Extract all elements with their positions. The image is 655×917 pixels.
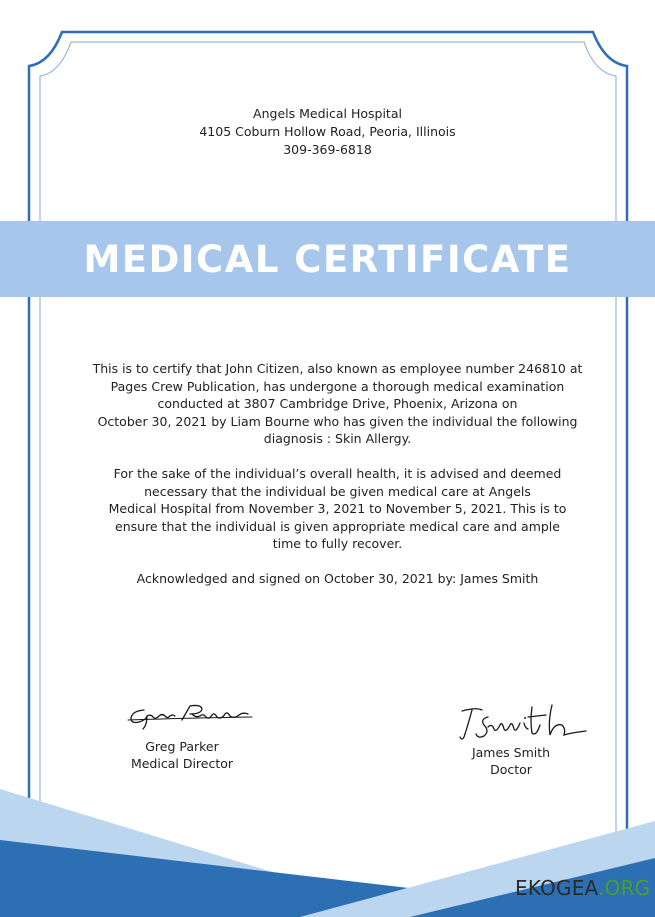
ekogea-watermark [515, 876, 650, 900]
paragraph-line: Medical Hospital from November 3, 2021 to November 5, 2021. This is to [108, 501, 567, 516]
paragraph-line: necessary that the individual be given medical care at Angels [144, 483, 531, 499]
hospital-address: 4105 Coburn Hollow Road, Peoria, Illinois [199, 124, 456, 139]
signatory-name: James Smith [471, 745, 551, 760]
watermark-domain: .ORG [598, 876, 651, 900]
paragraph-line: This is to certify that John Citizen, also known as employee number 246810 at [92, 361, 583, 376]
paragraph-line: For the sake of the individual’s overall health, it is advised and deemed [113, 466, 562, 481]
signatory-name: Greg Parker [145, 739, 219, 754]
hospital-name: Angels Medical Hospital [253, 106, 402, 121]
paragraph-line: time to fully recover. [272, 536, 403, 551]
paragraph-line: October 30, 2021 by Liam Bourne who has given the individual the following [97, 413, 578, 429]
paragraph-line: conducted at 3807 Cambridge Drive, Phoenix, Arizona on [157, 396, 518, 411]
watermark-name: EKOGEA [515, 876, 599, 900]
paragraph-line: Pages Crew Publication, has undergone a thorough medical examination [110, 378, 565, 394]
paragraph-line: ensure that the individual is given appropriate medical care and ample [115, 518, 560, 534]
signatory-role: Doctor [490, 762, 532, 777]
hospital-phone: 309-369-6818 [283, 142, 372, 157]
certificate-title: MEDICAL CERTIFICATE [83, 238, 572, 281]
signatory-role: Medical Director [130, 756, 234, 771]
paragraph-line: diagnosis : Skin Allergy. [263, 431, 412, 446]
acknowledgement-line: Acknowledged and signed on October 30, 2021 by: James Smith [136, 571, 539, 586]
